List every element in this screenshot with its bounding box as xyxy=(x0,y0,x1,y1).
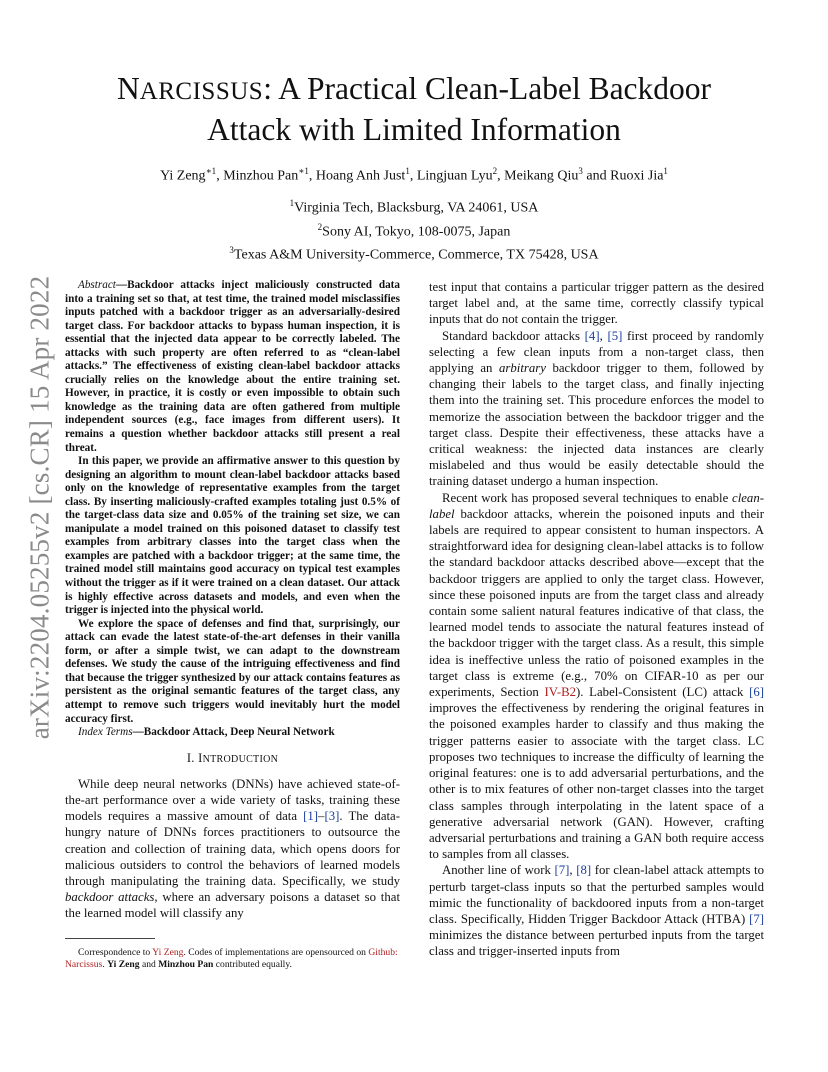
affiliation: $^2$Sony AI, Tokyo, 108-0075, Japan xyxy=(317,221,511,240)
body-paragraph: Recent work has proposed several techniques to enable clean-label backdoor attacks, wherein the poisoned inputs and their labels are required to appear consistent to human inspectors. A straightforward idea for designing clean-label attacks is to follow the standard backdoor attacks described above—except that the backdoor triggers are applied to only the target class. However, since these poisoned inputs are from the target class and already contain some salient natural features indicative of that class, the learned model tends to associate the natural features instead of the backdoor trigger with the target class. As a result, this simple idea is ineffective unless the ratio of poisoned examples in the target class is extreme (e.g., 70% on CIFAR-10 as per our experiments, Section IV-B2). Label-Consistent (LC) attack [6] improves the effectiveness by rendering the original features in the poisoned examples harder to classify and thus making the trigger patterns easier to associate with the target class. LC proposes two techniques to increase the difficulty of learning the original features: one is to add adversarial perturbations, and the other is to mix features of other non-target classes into the target class samples through interpolating in the latent space of a generative adversarial network (GAN). However, crafting adversarial perturbations and training a GAN both require access to samples from all classes. xyxy=(429,490,764,862)
left-column xyxy=(65,279,400,922)
author: Hoang Anh Just xyxy=(315,168,406,184)
affiliation: $^1$Virginia Tech, Blacksburg, VA 24061, USA xyxy=(289,198,539,216)
footnote-rule xyxy=(65,938,155,939)
arxiv-id: arXiv:2204.05255v2 [cs.CR] 15 Apr 2022 xyxy=(24,275,55,740)
author-list: Yi Zeng$^{∗1}$, Minzhou Pan$^{∗1}$, Hoang Anh Just$^1$, Lingjuan Lyu$^2$, Meikang Qiu$^3$ and Ruoxi Jia$^1$ xyxy=(160,166,668,184)
section-heading: I. INTRODUCTION xyxy=(186,750,279,765)
body-paragraph: Another line of work [7], [8] for clean-label attack attempts to perturb target-class inputs so that the perturbed samples would mimic the functionality of backdoored inputs from a non-target class. Specifically, Hidden Trigger Backdoor Attack (HTBA) [7] minimizes the distance between perturbed inputs from the target class and trigger-inserted inputs from xyxy=(429,863,764,959)
citation-link[interactable]: [1] xyxy=(303,809,319,824)
citation-link[interactable]: [7] xyxy=(749,911,764,926)
author: Ruoxi Jia xyxy=(610,168,664,184)
abstract-paragraph: Abstract—Backdoor attacks inject maliciously constructed data into a training set so that, at test time, the trained model misclassifies inputs patched with a backdoor trigger as an adversarially-desired target class. For backdoor attacks to bypass human inspection, it is essential that the injected data appear to be correctly labeled. The attacks with such property are often referred to as “clean-label attacks.” The effectiveness of existing clean-label backdoor attacks crucially relies on the knowledge about the entire training set. However, in practice, it is costly or even impossible to obtain such knowledge as the training data are often gathered from multiple independent sources (e.g., face images from different users). It remains a question whether backdoor attacks still present a real threat. xyxy=(65,279,400,454)
affiliation: $^3$Texas A&M University-Commerce, Commerce, TX 75428, USA xyxy=(229,245,599,263)
paper-title: NARCISSUS: A Practical Clean-Label Backdoor Attack with Limited Information xyxy=(116,71,712,147)
citation-link[interactable]: [4] xyxy=(584,328,600,343)
body-paragraph: test input that contains a particular trigger pattern as the desired target label and, at the same time, correctly classify typical inputs that do not contain the trigger. xyxy=(429,280,764,327)
body-paragraph: Standard backdoor attacks [4], [5] first proceed by randomly selecting a few clean inputs from a non-target class, then applying an arbitrary backdoor trigger to them, followed by changing their labels to the target class, and finally injecting them into the training set. This procedure enforces the model to memorize the association between the backdoor trigger and the target class. Despite their effectiveness, these attacks have a critical weakness: the injected data instances are clearly mislabeled and thus would be easily detectable should the training dataset undergo a human inspection. xyxy=(429,328,765,489)
citation-link[interactable]: [6] xyxy=(749,685,764,700)
author: Yi Zeng xyxy=(160,168,206,184)
citation-link[interactable]: [5] xyxy=(607,328,623,343)
author: Minzhou Pan xyxy=(223,168,299,184)
arxiv-stamp xyxy=(20,275,60,740)
abstract-paragraph: We explore the space of defenses and find that, surprisingly, our attack can evade the latest state-of-the-art defenses in their vanilla form, or after a simple twist, we can adapt to the downstream defenses. We study the cause of the intriguing effectiveness and find that because the trigger synthesized by our attack contains features as persistent as the original semantic features of the target class, any attempt to remove such triggers would inevitably hurt the model accuracy first. xyxy=(65,617,400,725)
index-terms: Index Terms—Backdoor Attack, Deep Neural Network xyxy=(78,726,335,739)
author: Lingjuan Lyu xyxy=(416,168,493,184)
github-link[interactable]: Github: Narcissus xyxy=(65,947,398,970)
abstract-paragraph: In this paper, we provide an affirmative answer to this question by designing an algorithm to mount clean-label backdoor attacks based only on the knowledge of representative examples from the target class. By inserting maliciously-crafted examples totaling just 0.5% of the target-class data size and 0.05% of the training set size, we can manipulate a model trained on this poisoned dataset to classify test examples from arbitrary classes into the target class when the examples are patched with a backdoor trigger; at the same time, the trained model still maintains good accuracy on typical test examples without the trigger as if it were trained on a clean dataset. Our attack is highly effective across datasets and models, and even when the trigger is injected into the physical world. xyxy=(65,455,400,617)
right-column xyxy=(429,279,764,960)
abstract xyxy=(65,279,400,740)
affiliations xyxy=(60,194,768,265)
citation-link[interactable]: [7] xyxy=(554,863,570,878)
author: Meikang Qiu xyxy=(504,168,579,184)
citation-link[interactable]: [3] xyxy=(324,809,340,824)
intro-paragraph: While deep neural networks (DNNs) have achieved state-of-the-art performance over a wide variety of tasks, training these models requires a massive amount of data [1]–[3]. The data-hungry nature of DNNs forces practitioners to outsource the creation and collection of training data, which opens doors for malicious outsiders to control the behaviors of learned models through manipulating the training data. Specifically, we study backdoor attacks, where an adversary poisons a dataset so that the learned model will classify any xyxy=(65,776,401,921)
section-link[interactable]: IV-B2 xyxy=(544,685,577,700)
footnote: Correspondence to Yi Zeng. Codes of implementations are opensourced on Github: Narcissus. Yi Zeng and Minzhou Pan contributed equally. xyxy=(65,947,398,970)
author-link[interactable]: Yi Zeng xyxy=(152,947,184,958)
citation-link[interactable]: [8] xyxy=(576,863,592,878)
